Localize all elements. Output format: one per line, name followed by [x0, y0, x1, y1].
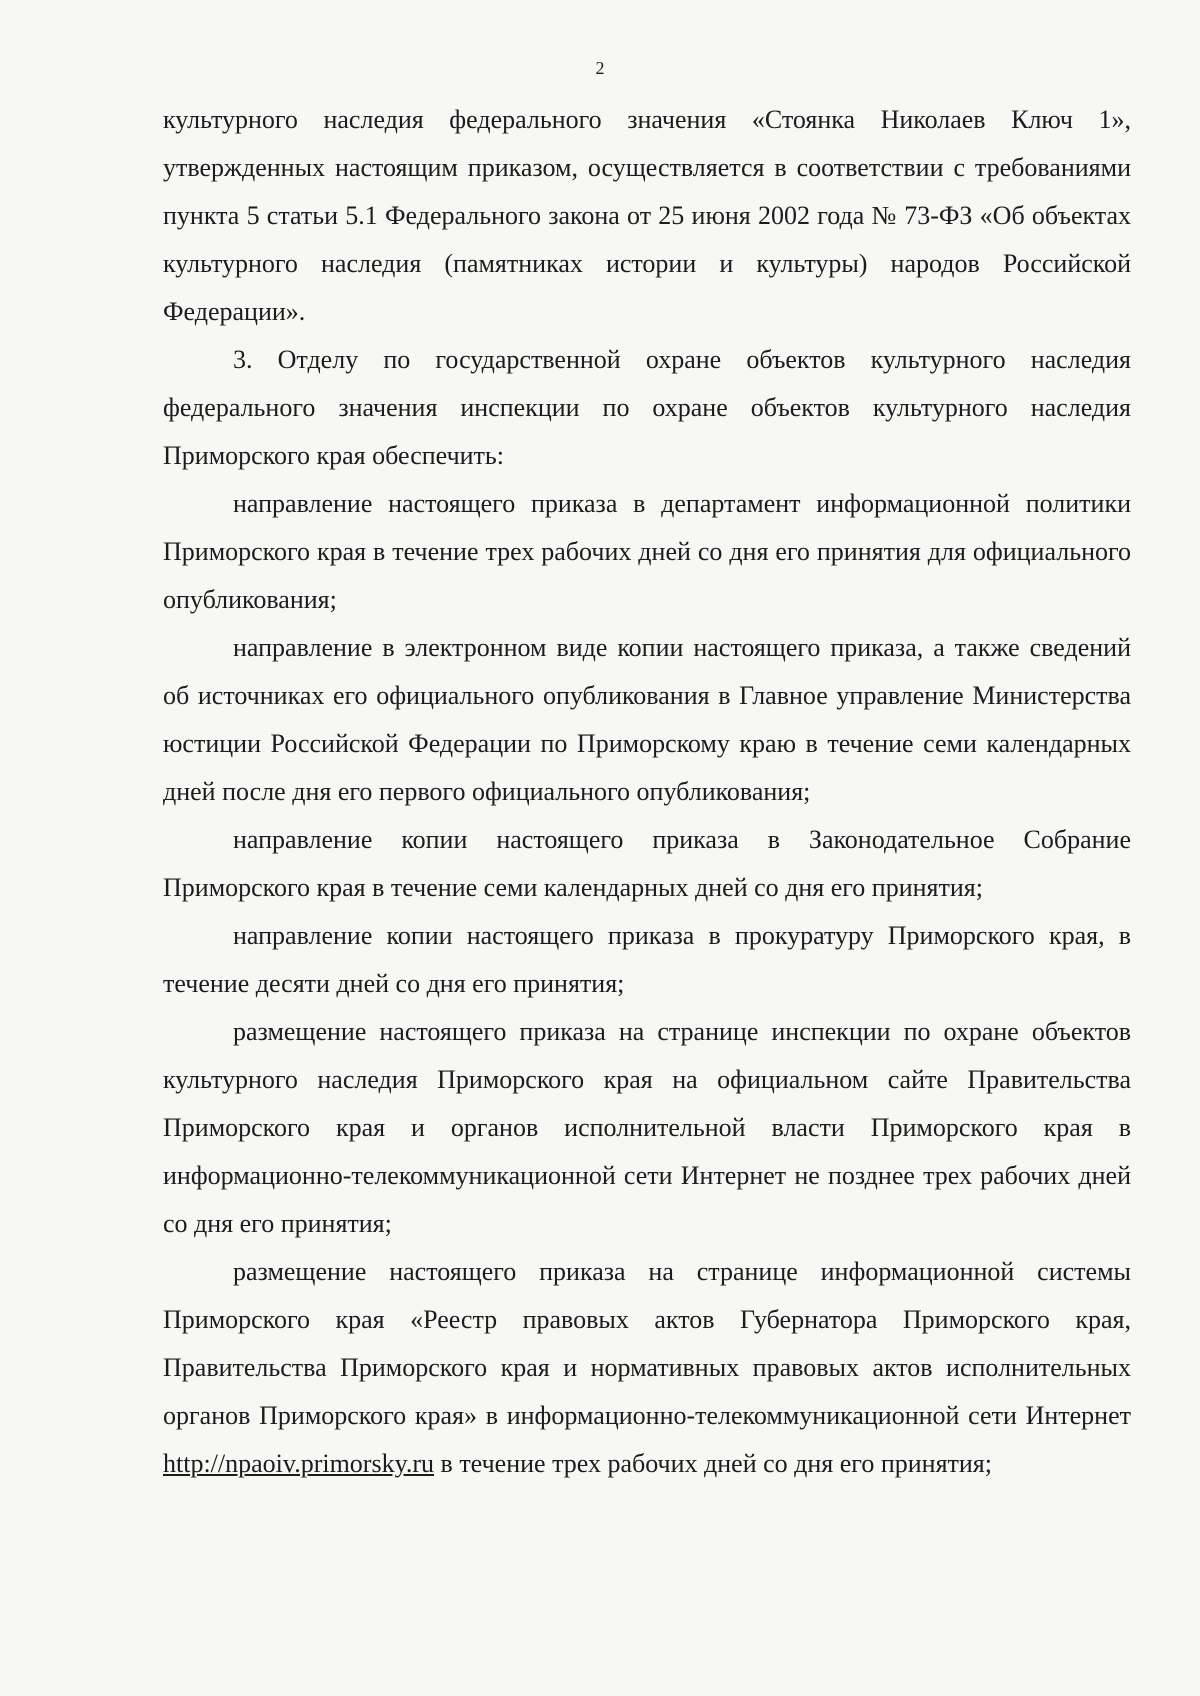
paragraph-official-site: размещение настоящего приказа на странице инспекции по охране объектов культурного наследия Приморского края на официальном сайте Правительства Приморского края и органов исполнительной власти Приморского края в информационно-телекоммуникационной сети Интернет не позднее трех рабочих дней со дня его принятия; — [163, 1017, 1131, 1238]
paragraph-legislative-assembly: направление копии настоящего приказа в Законодательное Собрание Приморского края в течение семи календарных дней со дня его принятия; — [163, 825, 1131, 902]
paragraph-item-3: 3. Отделу по государственной охране объектов культурного наследия федерального значения инспекции по охране объектов культурного наследия Приморского края обеспечить: — [163, 345, 1131, 470]
paragraph-continuation: культурного наследия федерального значения «Стоянка Николаев Ключ 1», утвержденных настоящим приказом, осуществляется в соответствии с требованиями пункта 5 статьи 5.1 Федерального закона от 25 июня 2002 года № 73-ФЗ «Об объектах культурного наследия (памятниках истории и культуры) народов Российской Федерации». — [163, 105, 1131, 326]
registry-text-before-link: размещение настоящего приказа на странице информационной системы Приморского края «Реестр правовых актов Губернатора Приморского края, Правительства Приморского края и нормативных правовых актов исполнительных органов Приморского края» в информационно-телекоммуникационной сети Интернет — [163, 1257, 1131, 1430]
paragraph-ministry-justice: направление в электронном виде копии настоящего приказа, а также сведений об источниках его официального опубликования в Главное управление Министерства юстиции Российской Федерации по Приморскому краю в течение семи календарных дней после дня его первого официального опубликования; — [163, 633, 1131, 806]
document-body — [163, 96, 1131, 1488]
paragraph-registry — [163, 1248, 1131, 1488]
registry-text-after-link: в течение трех рабочих дней со дня его принятия; — [434, 1449, 992, 1478]
paragraph-info-policy: направление настоящего приказа в департамент информационной политики Приморского края в течение трех рабочих дней со дня его принятия для официального опубликования; — [163, 489, 1131, 614]
page-number: 2 — [595, 58, 605, 78]
registry-link[interactable]: http://npaoiv.primorsky.ru — [163, 1449, 435, 1478]
paragraph-prosecutor: направление копии настоящего приказа в прокуратуру Приморского края, в течение десяти дней со дня его принятия; — [163, 921, 1131, 998]
